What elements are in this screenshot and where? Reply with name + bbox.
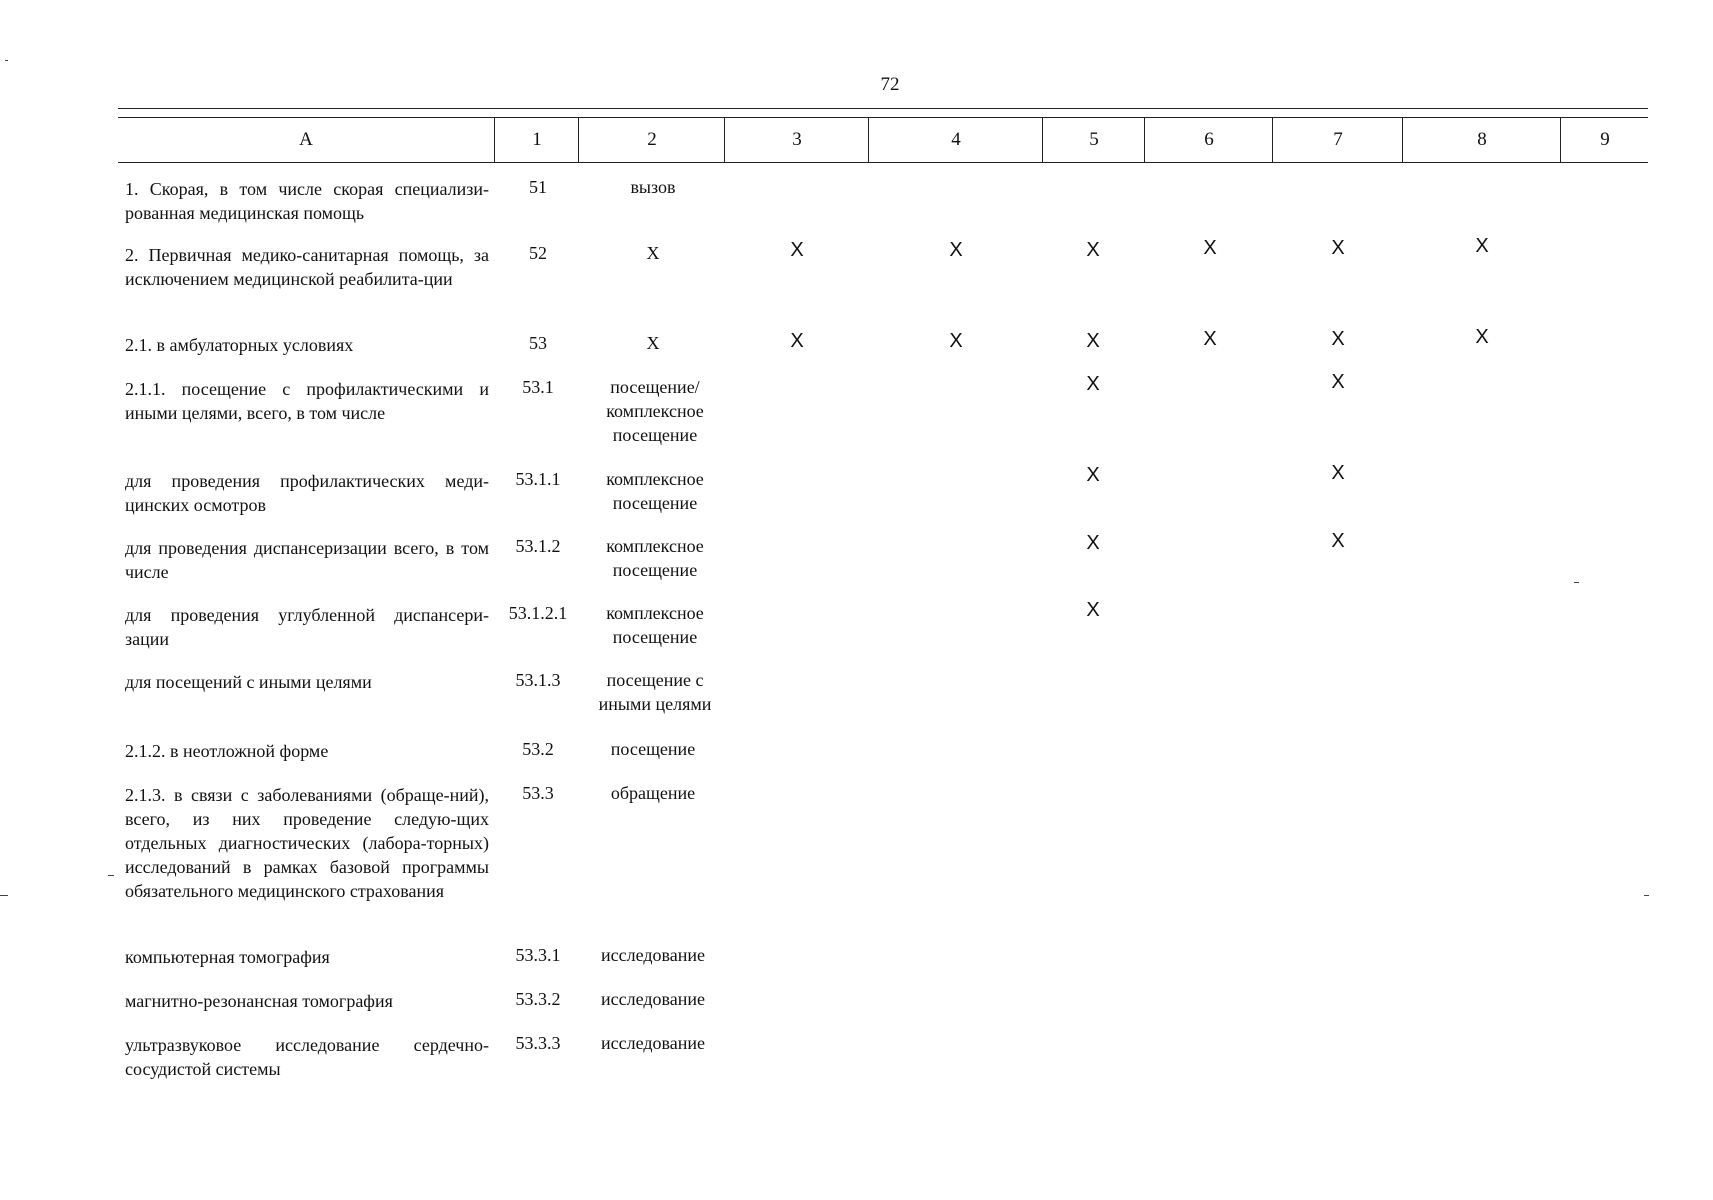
- row-unit: посещение: [610, 739, 696, 759]
- row-unit: комплексное посещение: [606, 469, 704, 513]
- row-label: для проведения профилактических меди-цинских осмотров: [125, 471, 489, 515]
- scan-speck: [108, 875, 114, 876]
- x-mark: Х: [1086, 239, 1100, 261]
- row-number: 53.3.1: [515, 945, 561, 965]
- row-number: 53.3.2: [515, 989, 561, 1009]
- row-unit: комплексное посещение: [606, 603, 704, 647]
- row-number: 53: [529, 333, 547, 353]
- row-number: 53.1.2.1: [508, 603, 568, 623]
- scan-speck: [1644, 895, 1649, 896]
- row-unit: комплексное посещение: [606, 536, 704, 580]
- row-label: 2.1.2. в неотложной форме: [125, 741, 329, 761]
- x-mark: Х: [1203, 237, 1217, 259]
- row-number: 53.1.3: [515, 670, 561, 690]
- row-label: для проведения углубленной диспансери-зации: [125, 605, 489, 649]
- x-mark: Х: [1086, 373, 1100, 395]
- row-label: 2.1. в амбулаторных условиях: [125, 335, 354, 355]
- x-mark: Х: [1475, 235, 1489, 257]
- row-label: 2.1.3. в связи с заболеваниями (обраще-ний), всего, из них проведение следую-щих отдельных диагностических (лабора-торных) исследований в рамках базовой программы обязательного медицинского страхования: [125, 785, 489, 901]
- col-header-4: 4: [868, 118, 1043, 162]
- x-mark: Х: [1086, 599, 1100, 621]
- x-mark: Х: [1331, 462, 1345, 484]
- col-header-9: 9: [1560, 118, 1649, 162]
- table-top-rule: [118, 108, 1648, 109]
- row-label: компьютерная томография: [125, 947, 330, 967]
- row-number: 53.1.2: [515, 536, 561, 556]
- x-mark: Х: [1203, 328, 1217, 350]
- row-label: 2.1.1. посещение с профилактическими и иными целями, всего, в том числе: [125, 379, 489, 423]
- row-label: для проведения диспансеризации всего, в том числе: [125, 538, 489, 582]
- row-label: 1. Скорая, в том числе скорая специализи-рованная медицинская помощь: [125, 179, 489, 223]
- col-header-a: А: [299, 129, 313, 150]
- row-label: для посещений с иными целями: [125, 672, 372, 692]
- row-unit: посещение с иными целями: [598, 670, 712, 714]
- col-header-8: 8: [1402, 118, 1561, 162]
- col-header-7: 7: [1272, 118, 1403, 162]
- scan-speck: [5, 60, 8, 61]
- row-unit: Х: [646, 333, 660, 353]
- x-mark: Х: [1331, 237, 1345, 259]
- row-unit: исследование: [600, 989, 705, 1009]
- row-unit: посещение/ комплексное посещение: [606, 377, 704, 445]
- x-mark: Х: [790, 330, 804, 352]
- col-header-1: 1: [494, 118, 579, 162]
- page-number: 72: [880, 74, 900, 95]
- scan-speck: [1574, 582, 1579, 583]
- row-number: 53.3.3: [515, 1033, 561, 1053]
- row-number: 53.3: [522, 783, 554, 803]
- row-number: 52: [529, 243, 547, 263]
- x-mark: Х: [1086, 464, 1100, 486]
- row-unit: обращение: [610, 783, 696, 803]
- col-header-5: 5: [1042, 118, 1145, 162]
- row-unit: вызов: [630, 177, 676, 197]
- row-unit: исследование: [600, 945, 705, 965]
- x-mark: Х: [790, 239, 804, 261]
- x-mark: Х: [1331, 328, 1345, 350]
- x-mark: Х: [949, 239, 963, 261]
- row-unit: исследование: [600, 1033, 705, 1053]
- x-mark: Х: [1086, 532, 1100, 554]
- row-number: 51: [529, 177, 547, 197]
- row-number: 53.1: [522, 377, 554, 397]
- col-header-2: 2: [578, 118, 725, 162]
- col-header-3: 3: [724, 118, 869, 162]
- row-label: 2. Первичная медико-санитарная помощь, за исключением медицинской реабилита-ции: [125, 245, 489, 289]
- x-mark: Х: [1331, 530, 1345, 552]
- scan-speck: [0, 895, 8, 896]
- table-header: [118, 117, 1648, 163]
- x-mark: Х: [1331, 371, 1345, 393]
- row-label: ультразвуковое исследование сердечно-сосудистой системы: [125, 1035, 489, 1079]
- x-mark: Х: [1086, 330, 1100, 352]
- row-unit: Х: [646, 243, 660, 263]
- row-label: магнитно-резонансная томография: [125, 991, 393, 1011]
- x-mark: Х: [1475, 326, 1489, 348]
- col-header-6: 6: [1144, 118, 1273, 162]
- row-number: 53.2: [522, 739, 554, 759]
- row-number: 53.1.1: [515, 469, 561, 489]
- x-mark: Х: [949, 330, 963, 352]
